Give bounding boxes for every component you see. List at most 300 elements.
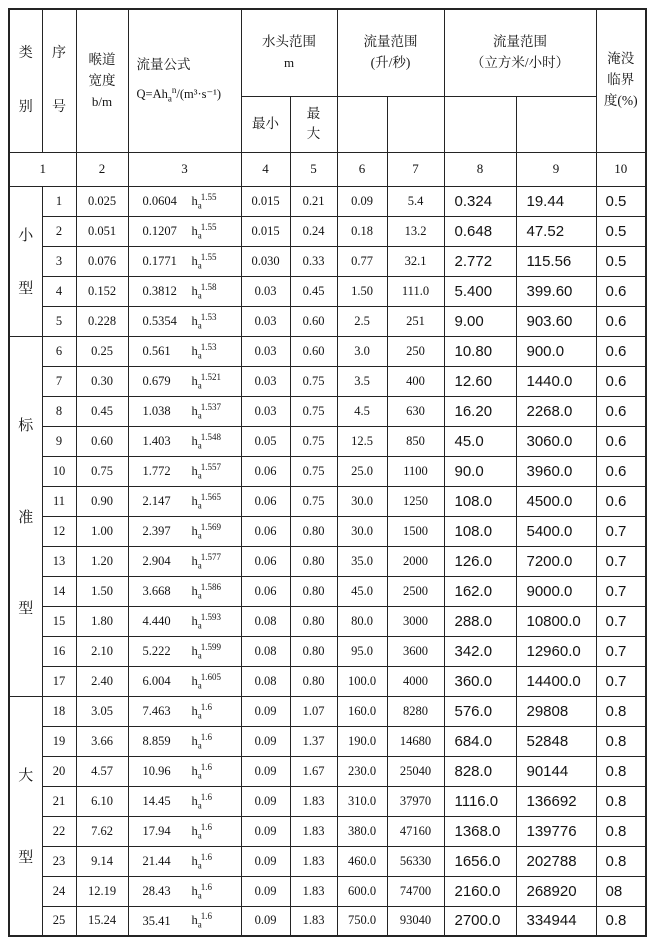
cell-flow-m3h-min: 5.400 bbox=[444, 276, 516, 306]
cell-throat-width: 0.152 bbox=[76, 276, 128, 306]
cell-throat-width: 2.40 bbox=[76, 666, 128, 696]
cell-throat-width: 0.60 bbox=[76, 426, 128, 456]
cell-flow-m3h-min: 576.0 bbox=[444, 696, 516, 726]
cell-flow-m3h-min: 360.0 bbox=[444, 666, 516, 696]
cell-serial: 18 bbox=[42, 696, 76, 726]
cell-flow-m3h-min: 1368.0 bbox=[444, 816, 516, 846]
cell-head-min: 0.03 bbox=[241, 336, 290, 366]
cell-flow-m3h-max: 900.0 bbox=[516, 336, 596, 366]
cell-throat-width: 0.051 bbox=[76, 216, 128, 246]
cell-flow-ls-max: 400 bbox=[387, 366, 444, 396]
cell-throat-width: 3.05 bbox=[76, 696, 128, 726]
cell-throat-width: 4.57 bbox=[76, 756, 128, 786]
table-row bbox=[9, 816, 646, 846]
cell-flow-m3h-max: 4500.0 bbox=[516, 486, 596, 516]
cell-flow-ls-min: 45.0 bbox=[337, 576, 387, 606]
cell-flow-ls-min: 1.50 bbox=[337, 276, 387, 306]
cell-flow-ls-max: 251 bbox=[387, 306, 444, 336]
cell-flow-m3h-max: 1440.0 bbox=[516, 366, 596, 396]
cell-flow-ls-min: 3.0 bbox=[337, 336, 387, 366]
cell-serial: 2 bbox=[42, 216, 76, 246]
cell-throat-width: 0.90 bbox=[76, 486, 128, 516]
cell-flow-ls-min: 310.0 bbox=[337, 786, 387, 816]
cell-formula: 0.5354 $h_a^{1.53}$ bbox=[128, 306, 241, 336]
cell-serial: 6 bbox=[42, 336, 76, 366]
cell-flow-m3h-max: 5400.0 bbox=[516, 516, 596, 546]
cell-head-max: 0.60 bbox=[290, 336, 337, 366]
cell-formula: 3.668 $h_a^{1.586}$ bbox=[128, 576, 241, 606]
header-submergence-line: 淹没 bbox=[607, 51, 635, 67]
cell-throat-width: 2.10 bbox=[76, 636, 128, 666]
category-char: 型 bbox=[18, 850, 34, 867]
cell-flow-m3h-max: 268920 bbox=[516, 876, 596, 906]
table-row bbox=[9, 186, 646, 216]
cell-head-max: 0.75 bbox=[290, 366, 337, 396]
cell-flow-ls-min: 25.0 bbox=[337, 456, 387, 486]
header-serial-chars bbox=[43, 11, 76, 151]
header-category-chars bbox=[10, 11, 42, 151]
cell-formula: 6.004 $h_a^{1.605}$ bbox=[128, 666, 241, 696]
cell-head-min: 0.030 bbox=[241, 246, 290, 276]
cell-flow-ls-min: 230.0 bbox=[337, 756, 387, 786]
cell-submergence: 0.7 bbox=[596, 516, 646, 546]
cell-throat-width: 7.62 bbox=[76, 816, 128, 846]
cell-formula: 0.679 $h_a^{1.521}$ bbox=[128, 366, 241, 396]
table-row bbox=[9, 306, 646, 336]
cell-flow-ls-max: 630 bbox=[387, 396, 444, 426]
cell-flow-ls-min: 750.0 bbox=[337, 906, 387, 936]
cell-flow-ls-min: 30.0 bbox=[337, 486, 387, 516]
cell-head-max: 1.67 bbox=[290, 756, 337, 786]
header-empty-cell bbox=[337, 96, 387, 152]
category-char: 大 bbox=[18, 768, 34, 785]
cell-serial: 3 bbox=[42, 246, 76, 276]
cell-flow-m3h-max: 3060.0 bbox=[516, 426, 596, 456]
column-number: 6 bbox=[337, 152, 387, 186]
table-row bbox=[9, 576, 646, 606]
cell-flow-m3h-max: 202788 bbox=[516, 846, 596, 876]
column-number: 2 bbox=[76, 152, 128, 186]
cell-submergence: 0.5 bbox=[596, 246, 646, 276]
cell-throat-width: 0.30 bbox=[76, 366, 128, 396]
cell-flow-m3h-max: 29808 bbox=[516, 696, 596, 726]
cell-flow-ls-max: 3000 bbox=[387, 606, 444, 636]
cell-serial: 5 bbox=[42, 306, 76, 336]
cell-flow-ls-max: 3600 bbox=[387, 636, 444, 666]
cell-flow-ls-max: 37970 bbox=[387, 786, 444, 816]
header-head-range-unit: m bbox=[283, 55, 295, 71]
header-flow-m3h-unit: （立方米/小时） bbox=[470, 54, 570, 70]
cell-submergence: 0.7 bbox=[596, 546, 646, 576]
table-row bbox=[9, 456, 646, 486]
cell-head-max: 0.80 bbox=[290, 636, 337, 666]
header-submergence bbox=[596, 9, 646, 152]
column-number: 4 bbox=[241, 152, 290, 186]
cell-formula: 35.41 $h_a^{1.6}$ bbox=[128, 906, 241, 936]
cell-flow-ls-max: 5.4 bbox=[387, 186, 444, 216]
cell-formula: 0.3812 $h_a^{1.58}$ bbox=[128, 276, 241, 306]
cell-flow-m3h-max: 14400.0 bbox=[516, 666, 596, 696]
cell-flow-ls-max: 1250 bbox=[387, 486, 444, 516]
cell-flow-ls-min: 12.5 bbox=[337, 426, 387, 456]
cell-flow-m3h-max: 10800.0 bbox=[516, 606, 596, 636]
header-head-max-char: 大 bbox=[306, 126, 321, 141]
cell-flow-m3h-max: 47.52 bbox=[516, 216, 596, 246]
cell-formula: 4.440 $h_a^{1.593}$ bbox=[128, 606, 241, 636]
cell-throat-width: 0.025 bbox=[76, 186, 128, 216]
cell-flow-m3h-max: 3960.0 bbox=[516, 456, 596, 486]
header-flow-formula bbox=[128, 9, 241, 152]
cell-head-max: 0.80 bbox=[290, 516, 337, 546]
table-row bbox=[9, 396, 646, 426]
cell-flow-ls-min: 2.5 bbox=[337, 306, 387, 336]
cell-submergence: 0.8 bbox=[596, 846, 646, 876]
cell-head-min: 0.05 bbox=[241, 426, 290, 456]
header-flow-ls-unit: (升/秒) bbox=[370, 54, 411, 70]
cell-head-max: 0.80 bbox=[290, 546, 337, 576]
cell-formula: 1.038 $h_a^{1.537}$ bbox=[128, 396, 241, 426]
cell-flow-m3h-max: 139776 bbox=[516, 816, 596, 846]
cell-submergence: 0.8 bbox=[596, 786, 646, 816]
header-flow-m3h-line: 流量范围 bbox=[493, 33, 547, 49]
table-row bbox=[9, 486, 646, 516]
cell-submergence: 0.5 bbox=[596, 216, 646, 246]
cell-throat-width: 1.20 bbox=[76, 546, 128, 576]
column-number: 8 bbox=[444, 152, 516, 186]
cell-submergence: 0.6 bbox=[596, 486, 646, 516]
cell-head-min: 0.03 bbox=[241, 276, 290, 306]
cell-flow-m3h-min: 2.772 bbox=[444, 246, 516, 276]
cell-flow-ls-min: 460.0 bbox=[337, 846, 387, 876]
cell-head-min: 0.03 bbox=[241, 306, 290, 336]
cell-flow-ls-max: 250 bbox=[387, 336, 444, 366]
cell-flow-m3h-max: 9000.0 bbox=[516, 576, 596, 606]
cell-flow-ls-min: 160.0 bbox=[337, 696, 387, 726]
table-row bbox=[9, 426, 646, 456]
cell-head-min: 0.06 bbox=[241, 486, 290, 516]
cell-formula: 1.403 $h_a^{1.548}$ bbox=[128, 426, 241, 456]
cell-submergence: 08 bbox=[596, 876, 646, 906]
cell-head-max: 0.75 bbox=[290, 426, 337, 456]
cell-formula: 14.45 $h_a^{1.6}$ bbox=[128, 786, 241, 816]
cell-throat-width: 12.19 bbox=[76, 876, 128, 906]
cell-flow-m3h-max: 399.60 bbox=[516, 276, 596, 306]
cell-flow-ls-max: 32.1 bbox=[387, 246, 444, 276]
cell-submergence: 0.8 bbox=[596, 726, 646, 756]
table-row bbox=[9, 666, 646, 696]
cell-flow-m3h-min: 45.0 bbox=[444, 426, 516, 456]
cell-serial: 23 bbox=[42, 846, 76, 876]
cell-flow-ls-max: 111.0 bbox=[387, 276, 444, 306]
cell-throat-width: 0.25 bbox=[76, 336, 128, 366]
cell-flow-m3h-max: 12960.0 bbox=[516, 636, 596, 666]
cell-head-min: 0.09 bbox=[241, 906, 290, 936]
column-number-row bbox=[9, 152, 646, 186]
cell-submergence: 0.6 bbox=[596, 306, 646, 336]
cell-flow-ls-max: 93040 bbox=[387, 906, 444, 936]
cell-formula: 2.147 $h_a^{1.565}$ bbox=[128, 486, 241, 516]
cell-submergence: 0.6 bbox=[596, 396, 646, 426]
cell-head-max: 0.75 bbox=[290, 486, 337, 516]
cell-flow-m3h-min: 2700.0 bbox=[444, 906, 516, 936]
cell-flow-m3h-min: 162.0 bbox=[444, 576, 516, 606]
cell-serial: 12 bbox=[42, 516, 76, 546]
cell-flow-ls-min: 35.0 bbox=[337, 546, 387, 576]
column-number: 9 bbox=[516, 152, 596, 186]
cell-flow-ls-max: 1100 bbox=[387, 456, 444, 486]
header-head-max-char: 最 bbox=[306, 105, 321, 121]
cell-throat-width: 3.66 bbox=[76, 726, 128, 756]
cell-throat-width: 0.228 bbox=[76, 306, 128, 336]
category-char: 标 bbox=[18, 417, 34, 434]
cell-serial: 17 bbox=[42, 666, 76, 696]
header-empty-cell bbox=[516, 96, 596, 152]
table-row bbox=[9, 516, 646, 546]
cell-formula: 1.772 $h_a^{1.557}$ bbox=[128, 456, 241, 486]
cell-serial: 10 bbox=[42, 456, 76, 486]
cell-flow-m3h-min: 1116.0 bbox=[444, 786, 516, 816]
cell-formula: 28.43 $h_a^{1.6}$ bbox=[128, 876, 241, 906]
cell-formula: 0.0604 $h_a^{1.55}$ bbox=[128, 186, 241, 216]
flow-formula-expression: $Q=Ah_a^n/(m^3\cdot s^{-1})$ bbox=[136, 84, 222, 104]
cell-flow-m3h-min: 9.00 bbox=[444, 306, 516, 336]
cell-flow-ls-max: 13.2 bbox=[387, 216, 444, 246]
header-empty-cell bbox=[387, 96, 444, 152]
header-head-max bbox=[290, 96, 337, 152]
cell-flow-ls-max: 47160 bbox=[387, 816, 444, 846]
header-flow-ls-line: 流量范围 bbox=[363, 33, 418, 49]
cell-head-min: 0.06 bbox=[241, 456, 290, 486]
cell-head-max: 1.83 bbox=[290, 876, 337, 906]
cell-formula: 0.1207 $h_a^{1.55}$ bbox=[128, 216, 241, 246]
category-char: 准 bbox=[18, 509, 34, 526]
cell-throat-width: 1.00 bbox=[76, 516, 128, 546]
cell-flow-ls-max: 2000 bbox=[387, 546, 444, 576]
cell-flow-ls-min: 4.5 bbox=[337, 396, 387, 426]
cell-flow-m3h-min: 12.60 bbox=[444, 366, 516, 396]
cell-head-max: 0.24 bbox=[290, 216, 337, 246]
cell-flow-ls-max: 1500 bbox=[387, 516, 444, 546]
cell-throat-width: 0.076 bbox=[76, 246, 128, 276]
category-cell-18 bbox=[9, 696, 42, 936]
table-row bbox=[9, 786, 646, 816]
cell-head-min: 0.09 bbox=[241, 786, 290, 816]
cell-flow-ls-max: 74700 bbox=[387, 876, 444, 906]
cell-throat-width: 6.10 bbox=[76, 786, 128, 816]
header-submergence-line: 度(%) bbox=[603, 93, 638, 109]
cell-head-max: 0.60 bbox=[290, 306, 337, 336]
cell-serial: 14 bbox=[42, 576, 76, 606]
cell-flow-m3h-min: 108.0 bbox=[444, 486, 516, 516]
flume-spec-table bbox=[8, 8, 647, 937]
cell-formula: 21.44 $h_a^{1.6}$ bbox=[128, 846, 241, 876]
cell-flow-m3h-min: 108.0 bbox=[444, 516, 516, 546]
cell-serial: 4 bbox=[42, 276, 76, 306]
category-cell-1 bbox=[9, 186, 42, 336]
cell-submergence: 0.7 bbox=[596, 666, 646, 696]
cell-submergence: 0.5 bbox=[596, 186, 646, 216]
header-throat-unit: b/m bbox=[91, 93, 113, 109]
cell-flow-m3h-min: 684.0 bbox=[444, 726, 516, 756]
cell-submergence: 0.7 bbox=[596, 636, 646, 666]
cell-serial: 15 bbox=[42, 606, 76, 636]
cell-head-min: 0.09 bbox=[241, 876, 290, 906]
cell-serial: 19 bbox=[42, 726, 76, 756]
cell-flow-m3h-max: 7200.0 bbox=[516, 546, 596, 576]
header-submergence-line: 临界 bbox=[607, 72, 635, 88]
cell-head-min: 0.08 bbox=[241, 606, 290, 636]
cell-head-max: 0.80 bbox=[290, 666, 337, 696]
cell-submergence: 0.6 bbox=[596, 336, 646, 366]
cell-serial: 25 bbox=[42, 906, 76, 936]
header-throat-line: 喉道 bbox=[88, 51, 116, 67]
cell-flow-m3h-max: 136692 bbox=[516, 786, 596, 816]
cell-head-min: 0.03 bbox=[241, 366, 290, 396]
cell-submergence: 0.8 bbox=[596, 756, 646, 786]
cell-head-min: 0.06 bbox=[241, 546, 290, 576]
cell-head-min: 0.09 bbox=[241, 816, 290, 846]
cell-head-max: 1.07 bbox=[290, 696, 337, 726]
cell-flow-ls-min: 100.0 bbox=[337, 666, 387, 696]
cell-head-min: 0.03 bbox=[241, 396, 290, 426]
cell-formula: 2.397 $h_a^{1.569}$ bbox=[128, 516, 241, 546]
cell-flow-m3h-min: 0.324 bbox=[444, 186, 516, 216]
cell-head-min: 0.09 bbox=[241, 696, 290, 726]
cell-serial: 8 bbox=[42, 396, 76, 426]
cell-serial: 16 bbox=[42, 636, 76, 666]
cell-submergence: 0.8 bbox=[596, 906, 646, 936]
cell-head-max: 0.33 bbox=[290, 246, 337, 276]
table-row bbox=[9, 216, 646, 246]
header-category-char: 类 bbox=[18, 45, 33, 61]
cell-flow-ls-min: 190.0 bbox=[337, 726, 387, 756]
cell-flow-m3h-min: 1656.0 bbox=[444, 846, 516, 876]
cell-head-max: 0.80 bbox=[290, 576, 337, 606]
column-number: 5 bbox=[290, 152, 337, 186]
cell-submergence: 0.8 bbox=[596, 696, 646, 726]
category-char: 型 bbox=[18, 280, 34, 297]
cell-flow-ls-min: 0.18 bbox=[337, 216, 387, 246]
header-head-min: 最小 bbox=[241, 96, 290, 152]
cell-flow-m3h-max: 19.44 bbox=[516, 186, 596, 216]
cell-formula: 10.96 $h_a^{1.6}$ bbox=[128, 756, 241, 786]
cell-formula: 8.859 $h_a^{1.6}$ bbox=[128, 726, 241, 756]
table-row bbox=[9, 846, 646, 876]
cell-head-min: 0.06 bbox=[241, 576, 290, 606]
cell-head-max: 1.83 bbox=[290, 906, 337, 936]
cell-formula: 17.94 $h_a^{1.6}$ bbox=[128, 816, 241, 846]
column-number: 1 bbox=[9, 152, 76, 186]
cell-submergence: 0.7 bbox=[596, 576, 646, 606]
cell-throat-width: 0.45 bbox=[76, 396, 128, 426]
cell-flow-ls-min: 95.0 bbox=[337, 636, 387, 666]
cell-flow-m3h-min: 342.0 bbox=[444, 636, 516, 666]
cell-flow-m3h-max: 52848 bbox=[516, 726, 596, 756]
cell-flow-m3h-min: 0.648 bbox=[444, 216, 516, 246]
cell-flow-m3h-min: 288.0 bbox=[444, 606, 516, 636]
cell-flow-ls-max: 56330 bbox=[387, 846, 444, 876]
cell-head-min: 0.08 bbox=[241, 636, 290, 666]
cell-flow-ls-min: 380.0 bbox=[337, 816, 387, 846]
cell-submergence: 0.6 bbox=[596, 426, 646, 456]
table-row bbox=[9, 276, 646, 306]
cell-flow-ls-max: 14680 bbox=[387, 726, 444, 756]
cell-head-min: 0.06 bbox=[241, 516, 290, 546]
cell-throat-width: 9.14 bbox=[76, 846, 128, 876]
cell-head-max: 1.83 bbox=[290, 816, 337, 846]
cell-serial: 1 bbox=[42, 186, 76, 216]
cell-head-max: 1.37 bbox=[290, 726, 337, 756]
cell-flow-ls-min: 30.0 bbox=[337, 516, 387, 546]
cell-flow-ls-min: 3.5 bbox=[337, 366, 387, 396]
cell-throat-width: 0.75 bbox=[76, 456, 128, 486]
cell-serial: 24 bbox=[42, 876, 76, 906]
cell-head-min: 0.08 bbox=[241, 666, 290, 696]
cell-flow-ls-min: 0.77 bbox=[337, 246, 387, 276]
cell-head-min: 0.09 bbox=[241, 756, 290, 786]
cell-head-max: 1.83 bbox=[290, 786, 337, 816]
cell-serial: 20 bbox=[42, 756, 76, 786]
cell-throat-width: 1.80 bbox=[76, 606, 128, 636]
header-category bbox=[9, 9, 42, 152]
header-throat-line: 宽度 bbox=[88, 72, 116, 88]
cell-head-min: 0.015 bbox=[241, 186, 290, 216]
cell-head-max: 1.83 bbox=[290, 846, 337, 876]
cell-head-max: 0.75 bbox=[290, 456, 337, 486]
cell-submergence: 0.6 bbox=[596, 456, 646, 486]
category-cell-6 bbox=[9, 336, 42, 696]
cell-head-min: 0.09 bbox=[241, 726, 290, 756]
header-formula-title: 流量公式 bbox=[136, 56, 191, 72]
table-row bbox=[9, 636, 646, 666]
cell-flow-ls-max: 25040 bbox=[387, 756, 444, 786]
cell-serial: 11 bbox=[42, 486, 76, 516]
cell-submergence: 0.6 bbox=[596, 276, 646, 306]
cell-formula: 0.1771 $h_a^{1.55}$ bbox=[128, 246, 241, 276]
table-row bbox=[9, 366, 646, 396]
table-row bbox=[9, 336, 646, 366]
cell-flow-ls-min: 600.0 bbox=[337, 876, 387, 906]
cell-flow-ls-max: 2500 bbox=[387, 576, 444, 606]
cell-throat-width: 1.50 bbox=[76, 576, 128, 606]
cell-head-max: 0.80 bbox=[290, 606, 337, 636]
table-row bbox=[9, 756, 646, 786]
cell-flow-m3h-min: 828.0 bbox=[444, 756, 516, 786]
cell-flow-m3h-max: 115.56 bbox=[516, 246, 596, 276]
cell-flow-ls-max: 4000 bbox=[387, 666, 444, 696]
cell-flow-ls-min: 80.0 bbox=[337, 606, 387, 636]
cell-throat-width: 15.24 bbox=[76, 906, 128, 936]
table-row bbox=[9, 606, 646, 636]
cell-serial: 9 bbox=[42, 426, 76, 456]
cell-head-max: 0.75 bbox=[290, 396, 337, 426]
column-number: 10 bbox=[596, 152, 646, 186]
cell-serial: 7 bbox=[42, 366, 76, 396]
cell-flow-m3h-max: 2268.0 bbox=[516, 396, 596, 426]
cell-flow-ls-min: 0.09 bbox=[337, 186, 387, 216]
table-row bbox=[9, 696, 646, 726]
table-row bbox=[9, 726, 646, 756]
header-category-char: 别 bbox=[18, 99, 33, 115]
header-empty-cell bbox=[444, 96, 516, 152]
cell-formula: 0.561 $h_a^{1.53}$ bbox=[128, 336, 241, 366]
cell-submergence: 0.7 bbox=[596, 606, 646, 636]
cell-submergence: 0.6 bbox=[596, 366, 646, 396]
column-number: 3 bbox=[128, 152, 241, 186]
cell-formula: 7.463 $h_a^{1.6}$ bbox=[128, 696, 241, 726]
cell-flow-ls-max: 8280 bbox=[387, 696, 444, 726]
header-head-range bbox=[241, 9, 337, 96]
